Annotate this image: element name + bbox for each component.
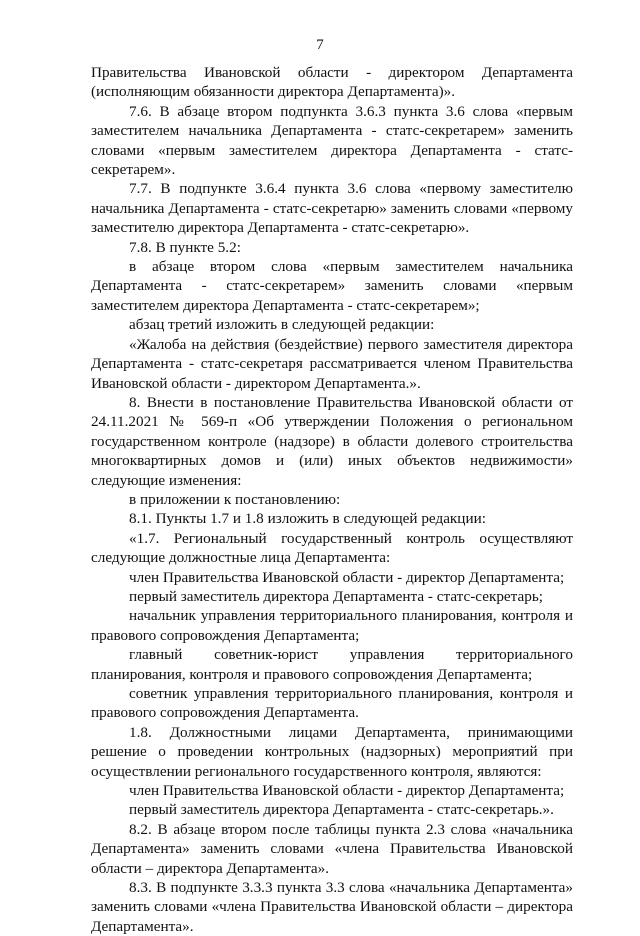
paragraph: в абзаце втором слова «первым заместителем начальника Департамента - статс-секретарем» заменить словами «первым заместителем директора Департамента - статс-секретарем»;: [91, 258, 573, 314]
paragraph: 8.3. В подпункте 3.3.3 пункта 3.3 слова «начальника Департамента» заменить словами «члена Правительства Ивановской области – директора Департамента».: [91, 879, 573, 935]
paragraph: Правительства Ивановской области - директором Департамента (исполняющим обязанности директора Департамента)».: [91, 64, 573, 101]
document-body: [91, 63, 573, 936]
paragraph: 8. Внести в постановление Правительства Ивановской области от 24.11.2021 № 569-п «Об утверждении Положения о региональном государственном контроле (надзоре) в области долевого строительства многоквартирных домов и (или) иных объектов недвижимости» следующие изменения:: [91, 393, 573, 489]
paragraph: начальник управления территориального планирования, контроля и правового сопровождения Департамента;: [91, 607, 573, 644]
paragraph: в приложении к постановлению:: [129, 490, 341, 508]
paragraph: 7.7. В подпункте 3.6.4 пункта 3.6 слова «первому заместителю начальника Департамента - статс-секретарю» заменить словами «первому заместителю директора Департамента - статс-секретарю».: [91, 180, 573, 237]
paragraph: советник управления территориального планирования, контроля и правового сопровождения Департамента.: [91, 685, 573, 722]
paragraph: первый заместитель директора Департамента - статс-секретарь.».: [129, 801, 554, 819]
paragraph: 8.2. В абзаце втором после таблицы пункта 2.3 слова «начальника Департамента» заменить словами «члена Правительства Ивановской области – директора Департамента».: [91, 820, 573, 877]
paragraph: 1.8. Должностными лицами Департамента, принимающими решение о проведении контрольных (надзорных) мероприятий при осуществлении регионального государственного контроля, являются:: [91, 723, 573, 780]
paragraph: абзац третий изложить в следующей редакции:: [129, 316, 435, 334]
paragraph: член Правительства Ивановской области - директор Департамента;: [129, 782, 565, 800]
paragraph: член Правительства Ивановской области - директор Департамента;: [129, 568, 565, 586]
page-number: 7: [316, 37, 324, 53]
paragraph: «1.7. Региональный государственный контроль осуществляют следующие должностные лица Департамента:: [91, 529, 573, 567]
paragraph: главный советник-юрист управления территориального планирования, контроля и правового сопровождения Департамента;: [91, 646, 573, 683]
paragraph: 8.1. Пункты 1.7 и 1.8 изложить в следующей редакции:: [129, 510, 486, 528]
paragraph: 7.8. В пункте 5.2:: [129, 238, 241, 256]
paragraph: «Жалоба на действия (бездействие) первого заместителя директора Департамента - статс-секретаря рассматривается членом Правительства Ивановской области - директором Департамента.».: [91, 335, 573, 392]
paragraph: первый заместитель директора Департамента - статс-секретарь;: [129, 587, 543, 605]
paragraph: 7.6. В абзаце втором подпункта 3.6.3 пункта 3.6 слова «первым заместителем начальника Департамента - статс-секретарем» заменить словами «первым заместителем директора Департамента - статс-секретарем».: [91, 102, 573, 179]
